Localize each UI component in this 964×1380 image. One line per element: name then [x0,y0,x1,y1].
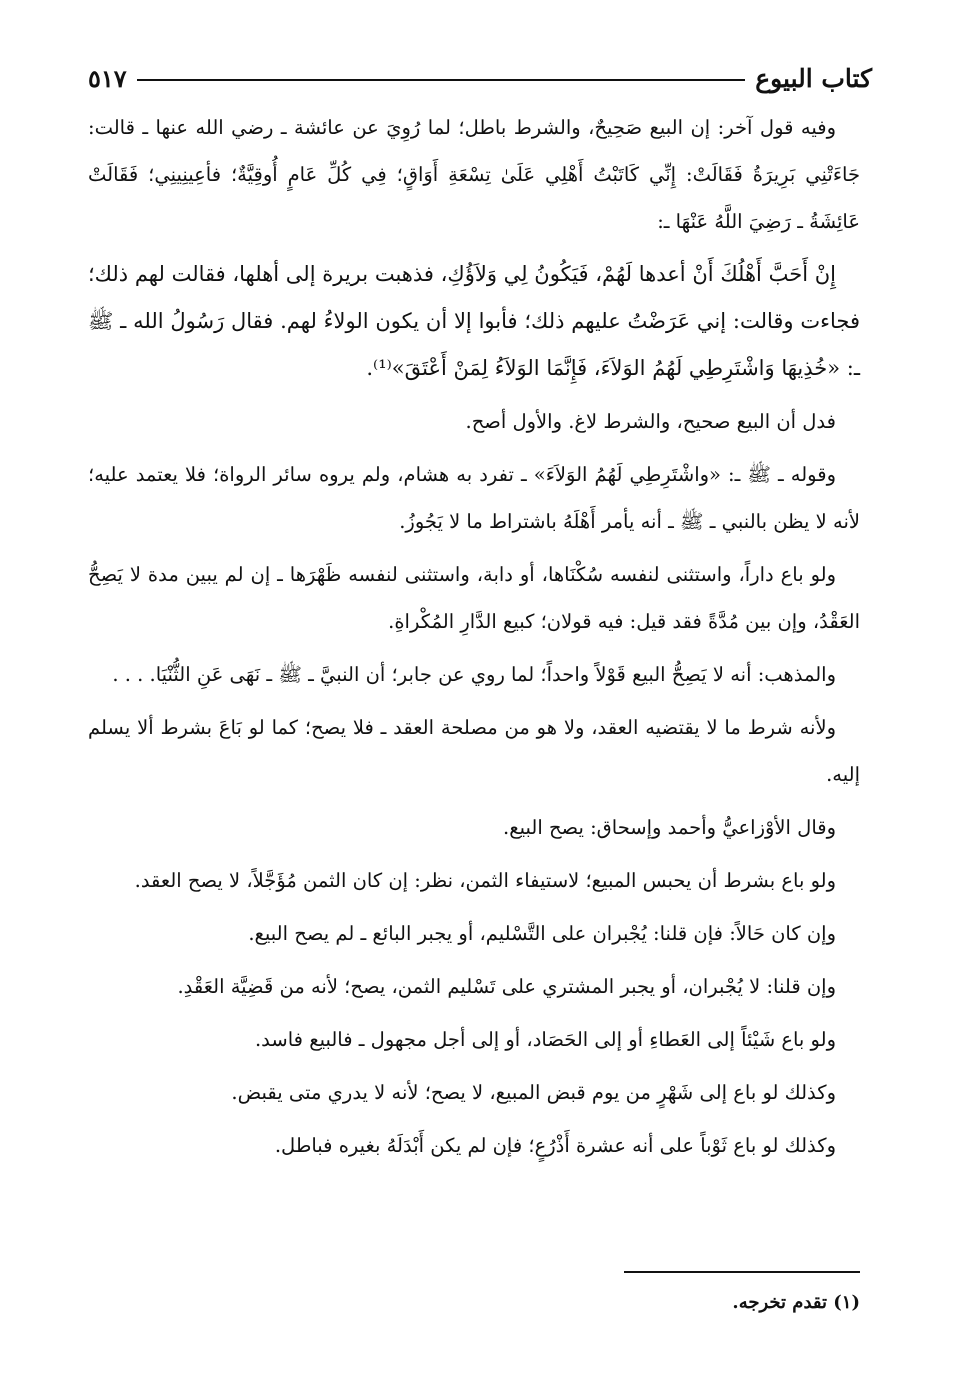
book-title: كتاب البيوع [755,63,872,93]
footnote: (١) تقدم تخرجه. [732,1292,860,1313]
page-number: ٥١٧ [88,63,127,93]
footnote-separator [624,1271,860,1273]
paragraph: ولو باع بشرط أن يحبس المبيع؛ لاستيفاء الثمن، نظر: إن كان الثمن مُؤَجَّلاً، لا يصح العقد. [134,869,836,892]
paragraph: ولو باع شَيْئاً إلى العَطاءِ أو إلى الحَصَاد، أو إلى أجل مجهول ـ فالبيع فاسد. [254,1028,836,1051]
paragraph: وكذلك لو باع ثَوْباً على أنه عشرة أَذْرُعٍ؛ فإن لم يكن أَبْدَلَهُ بغيره فباطل. [274,1134,836,1157]
paragraph: وإن قلنا: لا يُجْبران، أو يجبر المشتري على تَسْليم الثمن، يصح؛ لأنه من قَضِيَّة العَقْدِ. [177,975,836,998]
header-rule [137,79,746,81]
paragraph: فدل أن البيع صحيح، والشرط لاغ. والأول أصح. [465,410,836,433]
paragraph: وكذلك لو باع إلى شَهْرٍ من يوم قبض المبيع، لا يصح؛ لأنه لا يدري متى يقبض. [231,1081,836,1104]
paragraph: وقال الأوْزاعيُّ وأحمد وإسحاق: يصح البيع. [503,816,836,839]
paragraph: وفيه قول آخر: إن البيع صَحِيحٌ، والشرط باطل؛ لما رُوِيَ عن عائشة ـ رضي الله عنها ـ قالت: جَاءَتْنِي بَرِيرَةُ فَقَالَتْ: إِنِّي كَاتَبْتُ أَهْلِي عَلَىٰ تِسْعَةِ أَوَاقٍ؛ فِي كُلِّ عَامٍ أُوقِيَّةٌ؛ فأعِينِينِي؛ فَقَالَتْ عَائِشَةُ ـ رَضِيَ اللَّهُ عَنْهَا ـ: [88,116,860,233]
running-header [88,58,872,98]
paragraph: وقوله ـ ﷺ ـ: «واشْتَرِطِي لَهُمُ الوَلاَءَ» ـ تفرد به هشام، ولم يروه سائر الرواة؛ فلا يعتمد عليه؛ لأنه لا يظن بالنبي ـ ﷺ ـ أنه يأمر أَهْلَهُ باشتراط ما لا يَجُوزُ. [88,463,860,533]
paragraph: ولو باع داراً، واستثنى لنفسه سُكْنَاها، أو دابة، واستثنى لنفسه ظَهْرَها ـ إن لم يبين مدة لا يَصِحُّ العَقْدُ، وإن بين مُدَّةً فقد قيل: فيه قولان؛ كبيع الدَّارِ المُكْراةِ. [88,563,860,633]
paragraph: ولأنه شرط ما لا يقتضيه العقد، ولا هو من مصلحة العقد ـ فلا يصح؛ كما لو بَاعَ بشرط ألا يسلم إليه. [88,716,860,786]
paragraph: والمذهب: أنه لا يَصِحُّ البيع قَوْلاً واحداً؛ لما روي عن جابر؛ أن النبيَّ ـ ﷺ ـ نَهَى عَنِ الثُّنْيَا. . . . [112,663,836,686]
main-text [88,104,860,1175]
paragraph: إِنْ أَحَبَّ أَهْلُكَ أَنْ أعدها لَهُمْ، فَيَكُونُ لِي وَلاَؤُكِ، فذهبت بريرة إلى أهلها، فقالت لهم ذلك؛ فجاءت وقالت: إني عَرَضْتُ عليهم ذلك؛ فأبوا إلا أن يكون الولاءُ لهم. فقال رَسُولُ الله ـ ﷺ ـ: «خُذِيهَا وَاشْتَرِطِي لَهُمُ الوَلاَءَ، فَإِنَّمَا الوَلاَءُ لِمَنْ أَعْتَقَ»⁽¹⁾. [88,262,860,380]
paragraph: وإن كان حَالاً: فإن قلنا: يُجْبران على التَّسْليم، أو يجبر البائع ـ لم يصح البيع. [248,922,836,945]
